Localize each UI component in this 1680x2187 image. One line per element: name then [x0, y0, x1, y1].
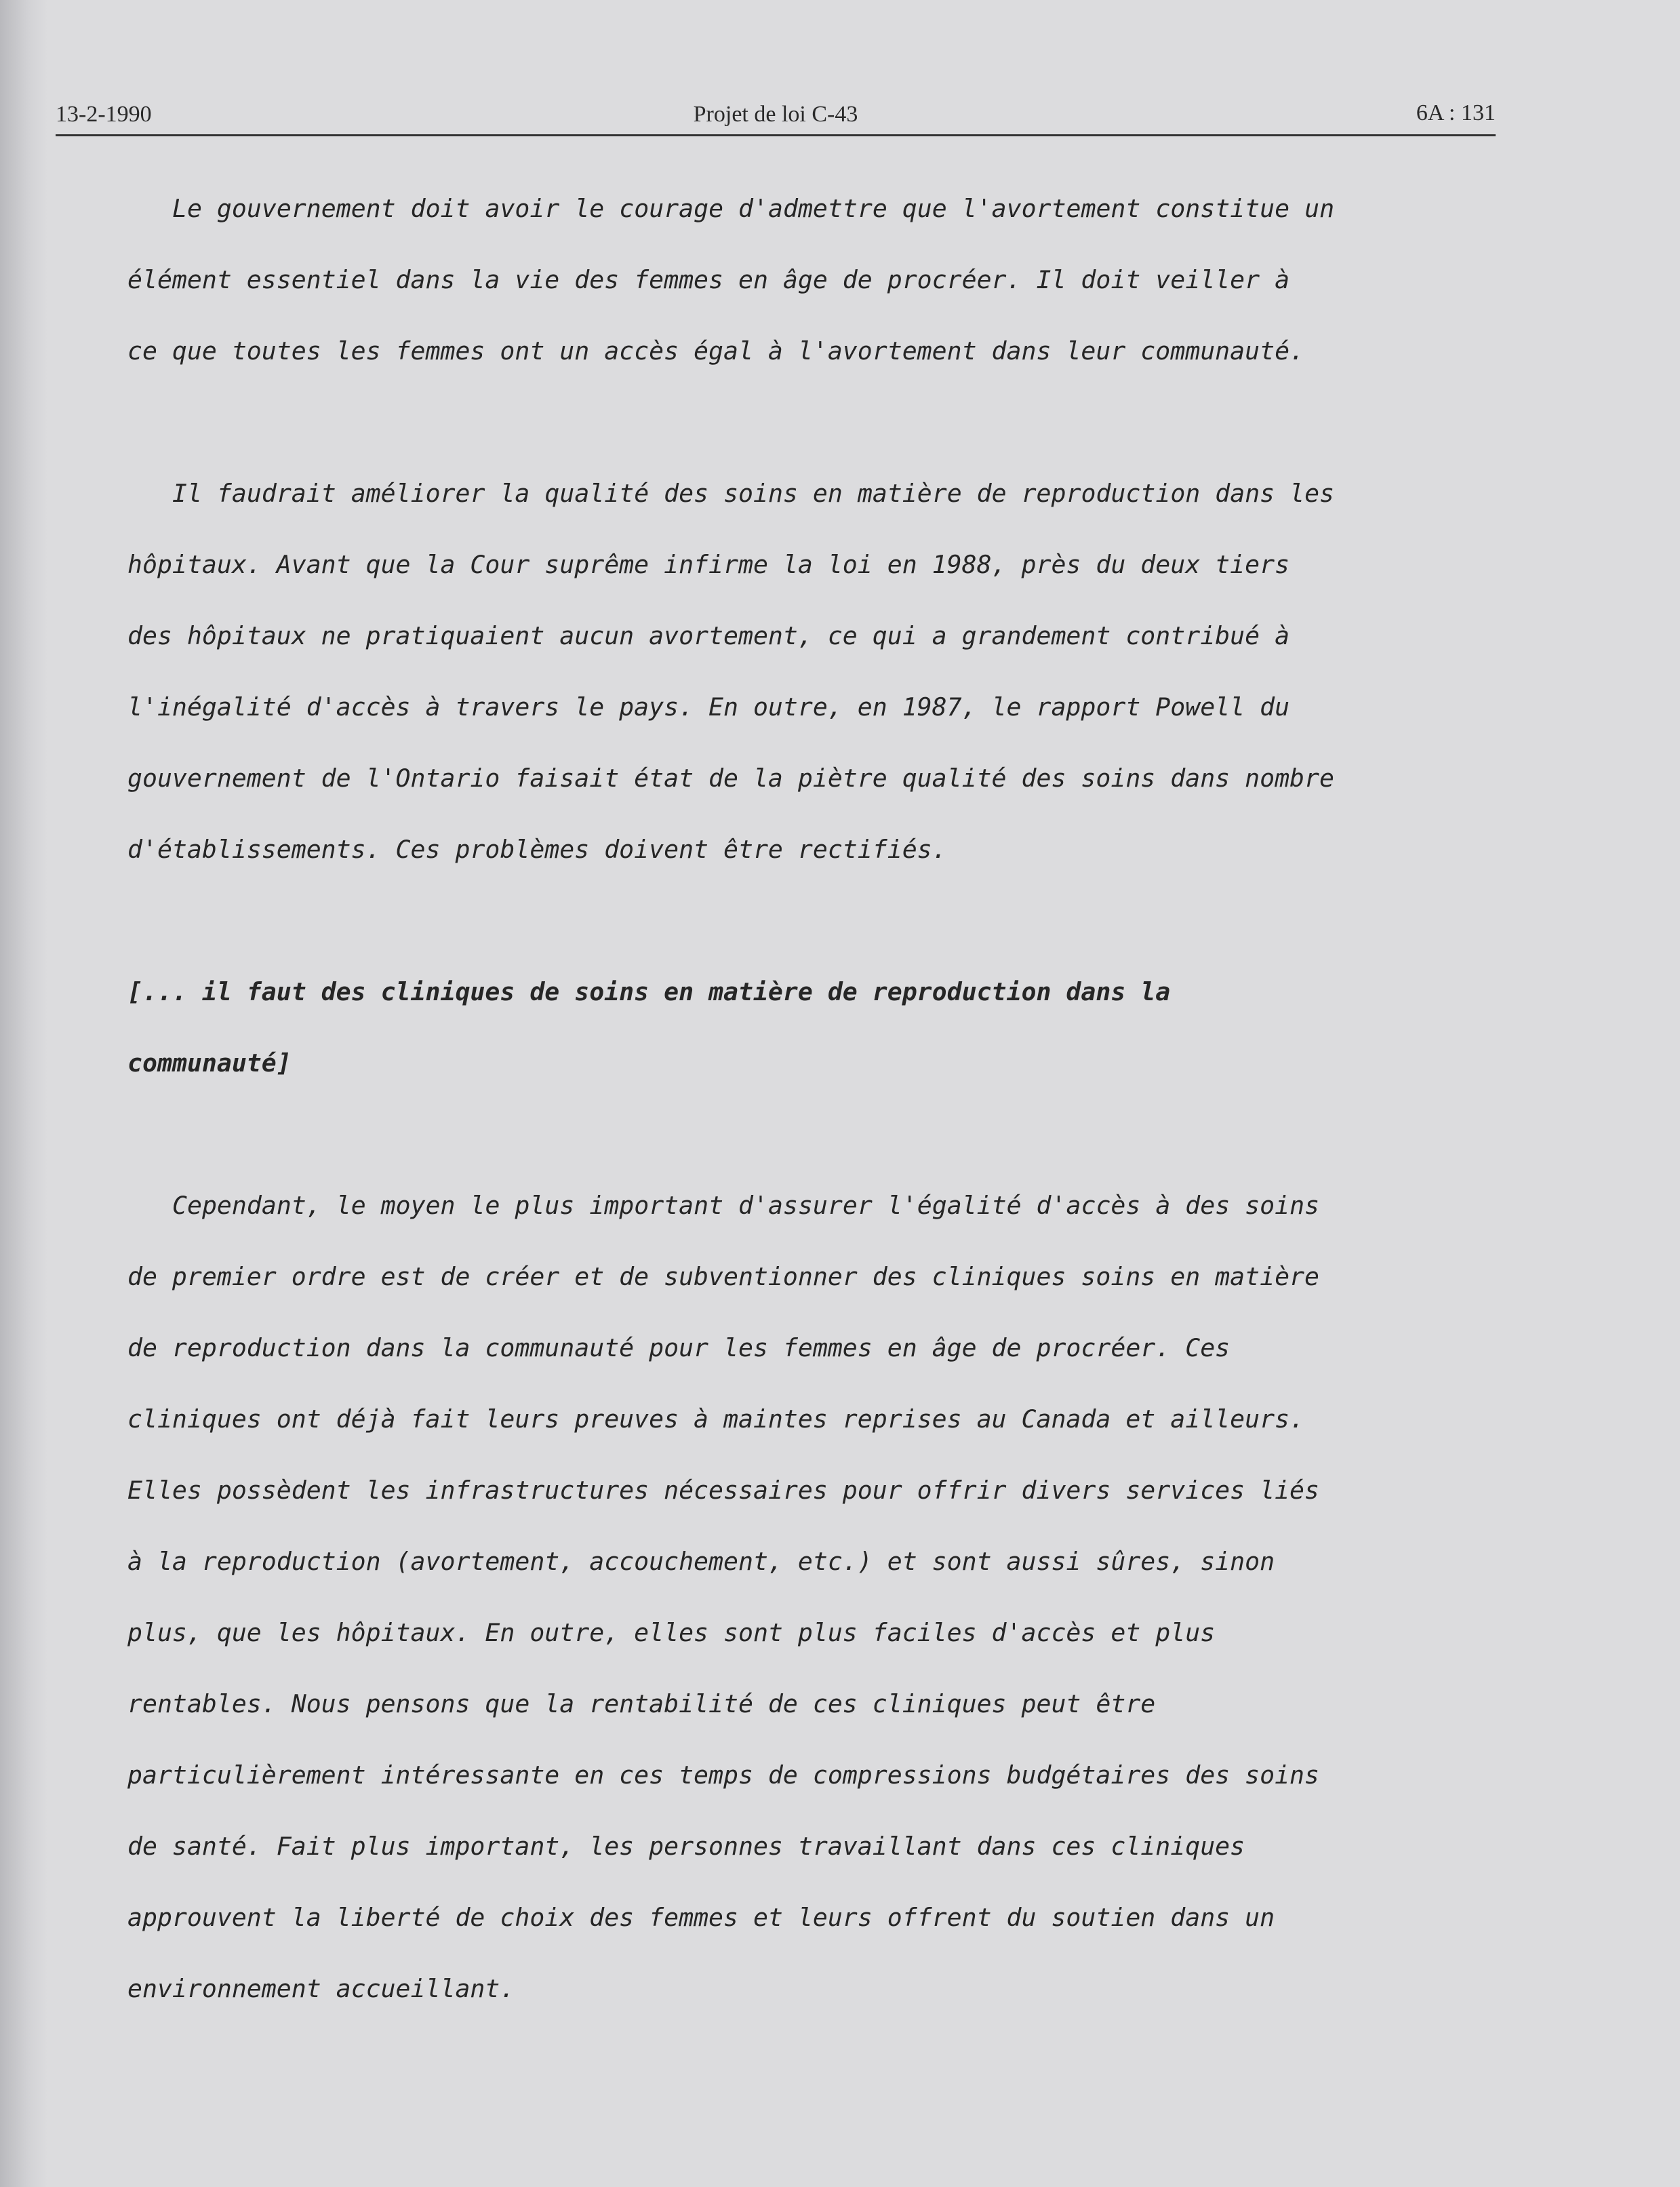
- paragraph-1: [127, 173, 1416, 387]
- text-line: environnement accueillant.: [127, 1974, 515, 2003]
- text-line: cliniques ont déjà fait leurs preuves à maintes reprises au Canada et ailleurs.: [127, 1404, 1305, 1434]
- text-line: ce que toutes les femmes ont un accès égal à l'avortement dans leur communauté.: [127, 336, 1305, 366]
- paragraph-3: [127, 1170, 1416, 2024]
- text-line: l'inégalité d'accès à travers le pays. En outre, en 1987, le rapport Powell du: [127, 692, 1290, 722]
- text-line: hôpitaux. Avant que la Cour suprême infirme la loi en 1988, près du deux tiers: [127, 550, 1290, 579]
- heading-line: [... il faut des cliniques de soins en matière de reproduction dans la: [127, 977, 1171, 1006]
- text-line: de reproduction dans la communauté pour les femmes en âge de procréer. Ces: [127, 1333, 1231, 1362]
- section-heading: [127, 956, 1416, 1099]
- text-line: Le gouvernement doit avoir le courage d'admettre que l'avortement constitue un: [172, 194, 1335, 223]
- header-page-number: 6A : 131: [1416, 100, 1496, 125]
- text-line: plus, que les hôpitaux. En outre, elles sont plus faciles d'accès et plus: [127, 1618, 1216, 1647]
- text-line: de santé. Fait plus important, les personnes travaillant dans ces cliniques: [127, 1832, 1245, 1861]
- header-date: 13-2-1990: [56, 102, 152, 127]
- text-line: rentables. Nous pensons que la rentabilité de ces cliniques peut être: [127, 1689, 1156, 1718]
- header-title: Projet de loi C-43: [693, 102, 858, 127]
- text-line: gouvernement de l'Ontario faisait état de la piètre qualité des soins dans nombre: [127, 764, 1334, 793]
- body-text: [127, 173, 1416, 2024]
- text-line: approuvent la liberté de choix des femmes et leurs offrent du soutien dans un: [127, 1903, 1275, 1932]
- running-header: [56, 102, 1496, 133]
- text-line: de premier ordre est de créer et de subventionner des cliniques soins en matière: [127, 1262, 1319, 1291]
- text-line: Il faudrait améliorer la qualité des soins en matière de reproduction dans les: [172, 479, 1335, 508]
- header-rule: [56, 134, 1496, 136]
- text-line: Cependant, le moyen le plus important d'assurer l'égalité d'accès à des soins: [172, 1191, 1320, 1220]
- paragraph-gap: [127, 885, 1416, 956]
- text-line: d'établissements. Ces problèmes doivent être rectifiés.: [127, 835, 947, 864]
- text-line: élément essentiel dans la vie des femmes en âge de procréer. Il doit veiller à: [127, 265, 1290, 294]
- heading-line: communauté]: [127, 1048, 292, 1078]
- paragraph-gap: [127, 1099, 1416, 1170]
- text-line: des hôpitaux ne pratiquaient aucun avortement, ce qui a grandement contribué à: [127, 621, 1290, 650]
- text-line: Elles possèdent les infrastructures nécessaires pour offrir divers services liés: [127, 1476, 1319, 1505]
- paragraph-2: [127, 458, 1416, 885]
- paragraph-gap: [127, 387, 1416, 458]
- text-line: particulièrement intéressante en ces temps de compressions budgétaires des soins: [127, 1760, 1319, 1790]
- text-line: à la reproduction (avortement, accouchement, etc.) et sont aussi sûres, sinon: [127, 1547, 1275, 1576]
